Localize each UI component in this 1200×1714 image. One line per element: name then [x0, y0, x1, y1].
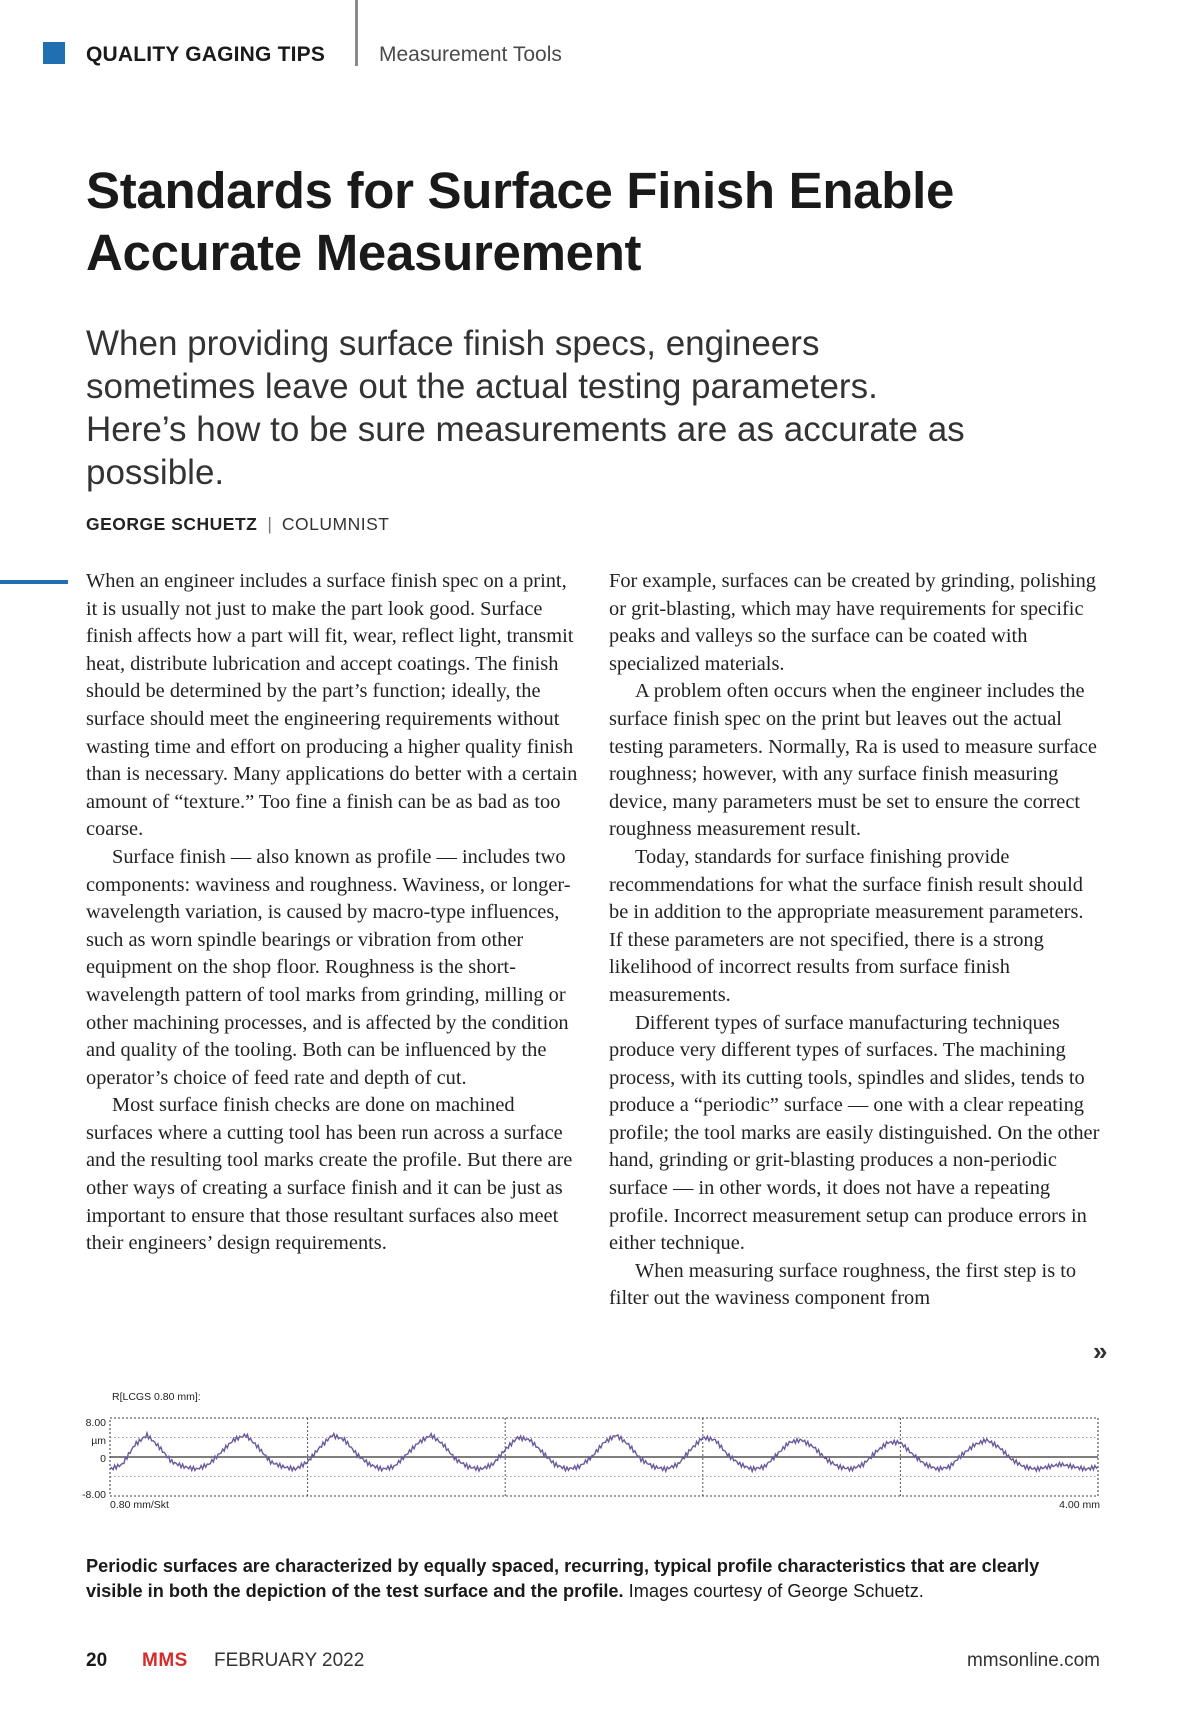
section-square-icon — [43, 42, 65, 64]
byline — [86, 514, 389, 535]
section-label: QUALITY GAGING TIPS — [86, 43, 326, 66]
body-column-right — [609, 568, 1101, 1313]
continue-arrow-icon: » — [1093, 1336, 1108, 1366]
body-paragraph: When an engineer includes a surface finish spec on a print, it is usually not just to make the part look good. Surface finish affects how a part will fit, wear, reflect light, transmit heat, distribute lubrication and accept coatings. The finish should be determined by the part’s function; ideally, the surface should meet the engineering requirements without wasting time and effort on producing a higher quality finish than is necessary. Many applications do better with a certain amount of “texture.” Too fine a finish can be as bad as too coarse. — [86, 570, 578, 841]
body-paragraph: A problem often occurs when the engineer includes the surface finish spec on the print but leaves out the actual testing parameters. Normally, Ra is used to measure surface roughness; however, with any surface finish measuring device, many parameters must be set to ensure the correct roughness measurement result. — [609, 680, 1097, 841]
article-deck: When providing surface finish specs, engineers sometimes leave out the actual testing parameters. Here’s how to be sure measurements are as accurate as possible. — [86, 324, 965, 492]
profile-series-line — [110, 1433, 1098, 1471]
author-role: COLUMNIST — [281, 514, 390, 534]
website-link[interactable]: mmsonline.com — [966, 1650, 1100, 1671]
issue-date: FEBRUARY 2022 — [214, 1650, 365, 1671]
magazine-name: MMS — [142, 1650, 188, 1671]
body-paragraph: Most surface finish checks are done on machined surfaces where a cutting tool has been run across a surface and the resulting tool marks create the profile. But there are other ways of creating a surface finish and it can be just as important to ensure that those resultant surfaces also meet their engineers’ design requirements. — [86, 1094, 573, 1255]
body-paragraph: Today, standards for surface finishing provide recommendations for what the surface finish result should be in addition to the appropriate measurement parameters. If these parameters are not specified, there is a strong likelihood of incorrect results from surface finish measurements. — [609, 845, 1084, 1006]
header-divider — [355, 0, 358, 66]
subsection-label: Measurement Tools — [379, 43, 562, 66]
x-end-label: 4.00 mm — [1059, 1499, 1100, 1511]
figure-caption — [86, 1554, 1086, 1604]
body-paragraph: For example, surfaces can be created by grinding, polishing or grit-blasting, which may have requirements for specific peaks and valleys so the surface can be coated with specialized materials. — [609, 570, 1096, 675]
surface-profile-chart — [80, 1388, 1100, 1538]
y-tick-label: 8.00 — [85, 1417, 106, 1429]
x-start-label: 0.80 mm/Skt — [110, 1499, 169, 1511]
y-tick-label: 0 — [100, 1453, 106, 1465]
caption-bold: Periodic surfaces are characterized by equally spaced, recurring, typical profile characteristics that are clearly visible in both the depiction of the test surface and the profile. — [86, 1556, 1040, 1601]
body-paragraph: Different types of surface manufacturing techniques produce very different types of surfaces. The machining process, with its cutting tools, spindles and slides, tends to produce a “periodic” surface — one with a clear repeating profile; the tool marks are easily distinguished. On the other hand, grinding or grit-blasting produces a non-periodic surface — in other words, it does not have a repeating profile. Incorrect measurement setup can produce errors in either technique. — [609, 1011, 1100, 1255]
caption-credit: Images courtesy of George Schuetz. — [628, 1581, 924, 1601]
y-tick-label: -8.00 — [82, 1489, 106, 1501]
page-number: 20 — [86, 1650, 108, 1671]
page-footer — [86, 1650, 1100, 1674]
y-axis-unit: µm — [91, 1435, 106, 1447]
body-column-left — [86, 568, 578, 1258]
accent-rule — [0, 580, 68, 584]
byline-divider: | — [267, 514, 272, 534]
article-title: Standards for Surface Finish Enable Accurate Measurement — [86, 162, 955, 281]
body-paragraph: When measuring surface roughness, the first step is to filter out the waviness component from — [609, 1259, 1077, 1310]
author-name: GEORGE SCHUETZ — [86, 514, 258, 534]
chart-grid — [110, 1418, 1098, 1496]
chart-title: R[LCGS 0.80 mm]: — [112, 1391, 201, 1403]
body-paragraph: Surface finish — also known as profile — includes two components: waviness and roughness. Waviness, or longer-wavelength variation, is caused by macro-type influences, such as worn spindle bearings or vibration from other equipment on the shop floor. Roughness is the short-wavelength pattern of tool marks from grinding, milling or other machining processes, and is affected by the condition and quality of the tooling. Both can be influenced by the operator’s choice of feed rate and depth of cut. — [86, 845, 571, 1089]
